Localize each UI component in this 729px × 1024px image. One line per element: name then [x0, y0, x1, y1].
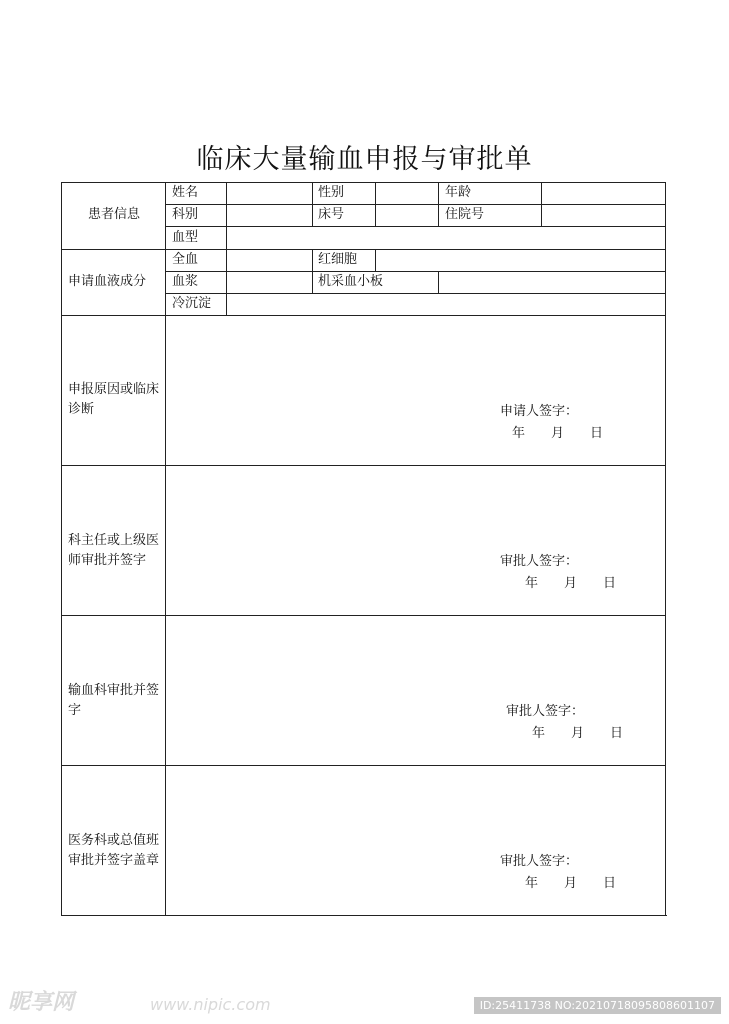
date-day: 日 [590, 426, 604, 441]
date-month: 月 [551, 426, 565, 441]
col-line [226, 182, 227, 316]
date-month: 月 [564, 576, 578, 591]
table-border-right [665, 182, 666, 916]
row-line [61, 615, 666, 616]
date-year: 年 [512, 426, 526, 441]
approval-section-label: 申报原因或临床诊断 [68, 382, 160, 417]
date-month: 月 [564, 876, 578, 891]
form-title: 临床大量输血申报与审批单 [196, 144, 533, 175]
cryoprecipitate-label: 冷沉淀 [172, 296, 212, 311]
row-line [61, 315, 666, 316]
date-day: 日 [603, 876, 617, 891]
approval-section-label: 医务科或总值班审批并签字盖章 [68, 833, 160, 868]
blood-type-label: 血型 [172, 230, 199, 245]
approval-section-label: 科主任或上级医师审批并签字 [68, 533, 160, 568]
date-day: 日 [603, 576, 617, 591]
approval-section-label: 输血科审批并签字 [68, 683, 160, 718]
table-border-top [61, 182, 666, 183]
department-label: 科别 [172, 207, 199, 222]
row-line [61, 765, 666, 766]
date-year: 年 [525, 876, 539, 891]
blood-components-section-label: 申请血液成分 [68, 274, 147, 289]
date-month: 月 [571, 726, 585, 741]
date-year: 年 [532, 726, 546, 741]
table-border-bottom [61, 915, 667, 916]
bed-label: 床号 [318, 207, 345, 222]
col-line [375, 249, 376, 272]
patient-info-section-label: 患者信息 [88, 207, 141, 222]
col-line [541, 182, 542, 227]
col-line [312, 249, 313, 294]
col-line [312, 182, 313, 227]
gender-label: 性别 [318, 185, 345, 200]
col-line [438, 271, 439, 294]
col-line [375, 182, 376, 227]
age-label: 年龄 [445, 185, 472, 200]
date-day: 日 [610, 726, 624, 741]
whole-blood-label: 全血 [172, 252, 199, 267]
label-column-line [165, 182, 166, 916]
row-line [165, 293, 666, 294]
apheresis-platelets-label: 机采血小板 [318, 274, 384, 289]
table-border-left [61, 182, 62, 916]
col-line [438, 182, 439, 227]
row-line [61, 249, 666, 250]
row-line [165, 271, 666, 272]
watermark-id: ID:25411738 NO:20210718095808601107 [474, 997, 721, 1014]
signature-label: 申请人签字： [500, 404, 579, 419]
signature-label: 审批人签字： [500, 554, 579, 569]
row-line [61, 465, 666, 466]
row-line [165, 204, 666, 205]
plasma-label: 血浆 [172, 274, 199, 289]
row-line [165, 226, 666, 227]
signature-label: 审批人签字： [506, 704, 585, 719]
date-year: 年 [525, 576, 539, 591]
red-cells-label: 红细胞 [318, 252, 358, 267]
signature-label: 审批人签字： [500, 854, 579, 869]
watermark-url: www.nipic.com [150, 995, 271, 1014]
admission-no-label: 住院号 [445, 207, 485, 222]
watermark-logo: 昵享网 [8, 990, 75, 1015]
name-label: 姓名 [172, 185, 199, 200]
